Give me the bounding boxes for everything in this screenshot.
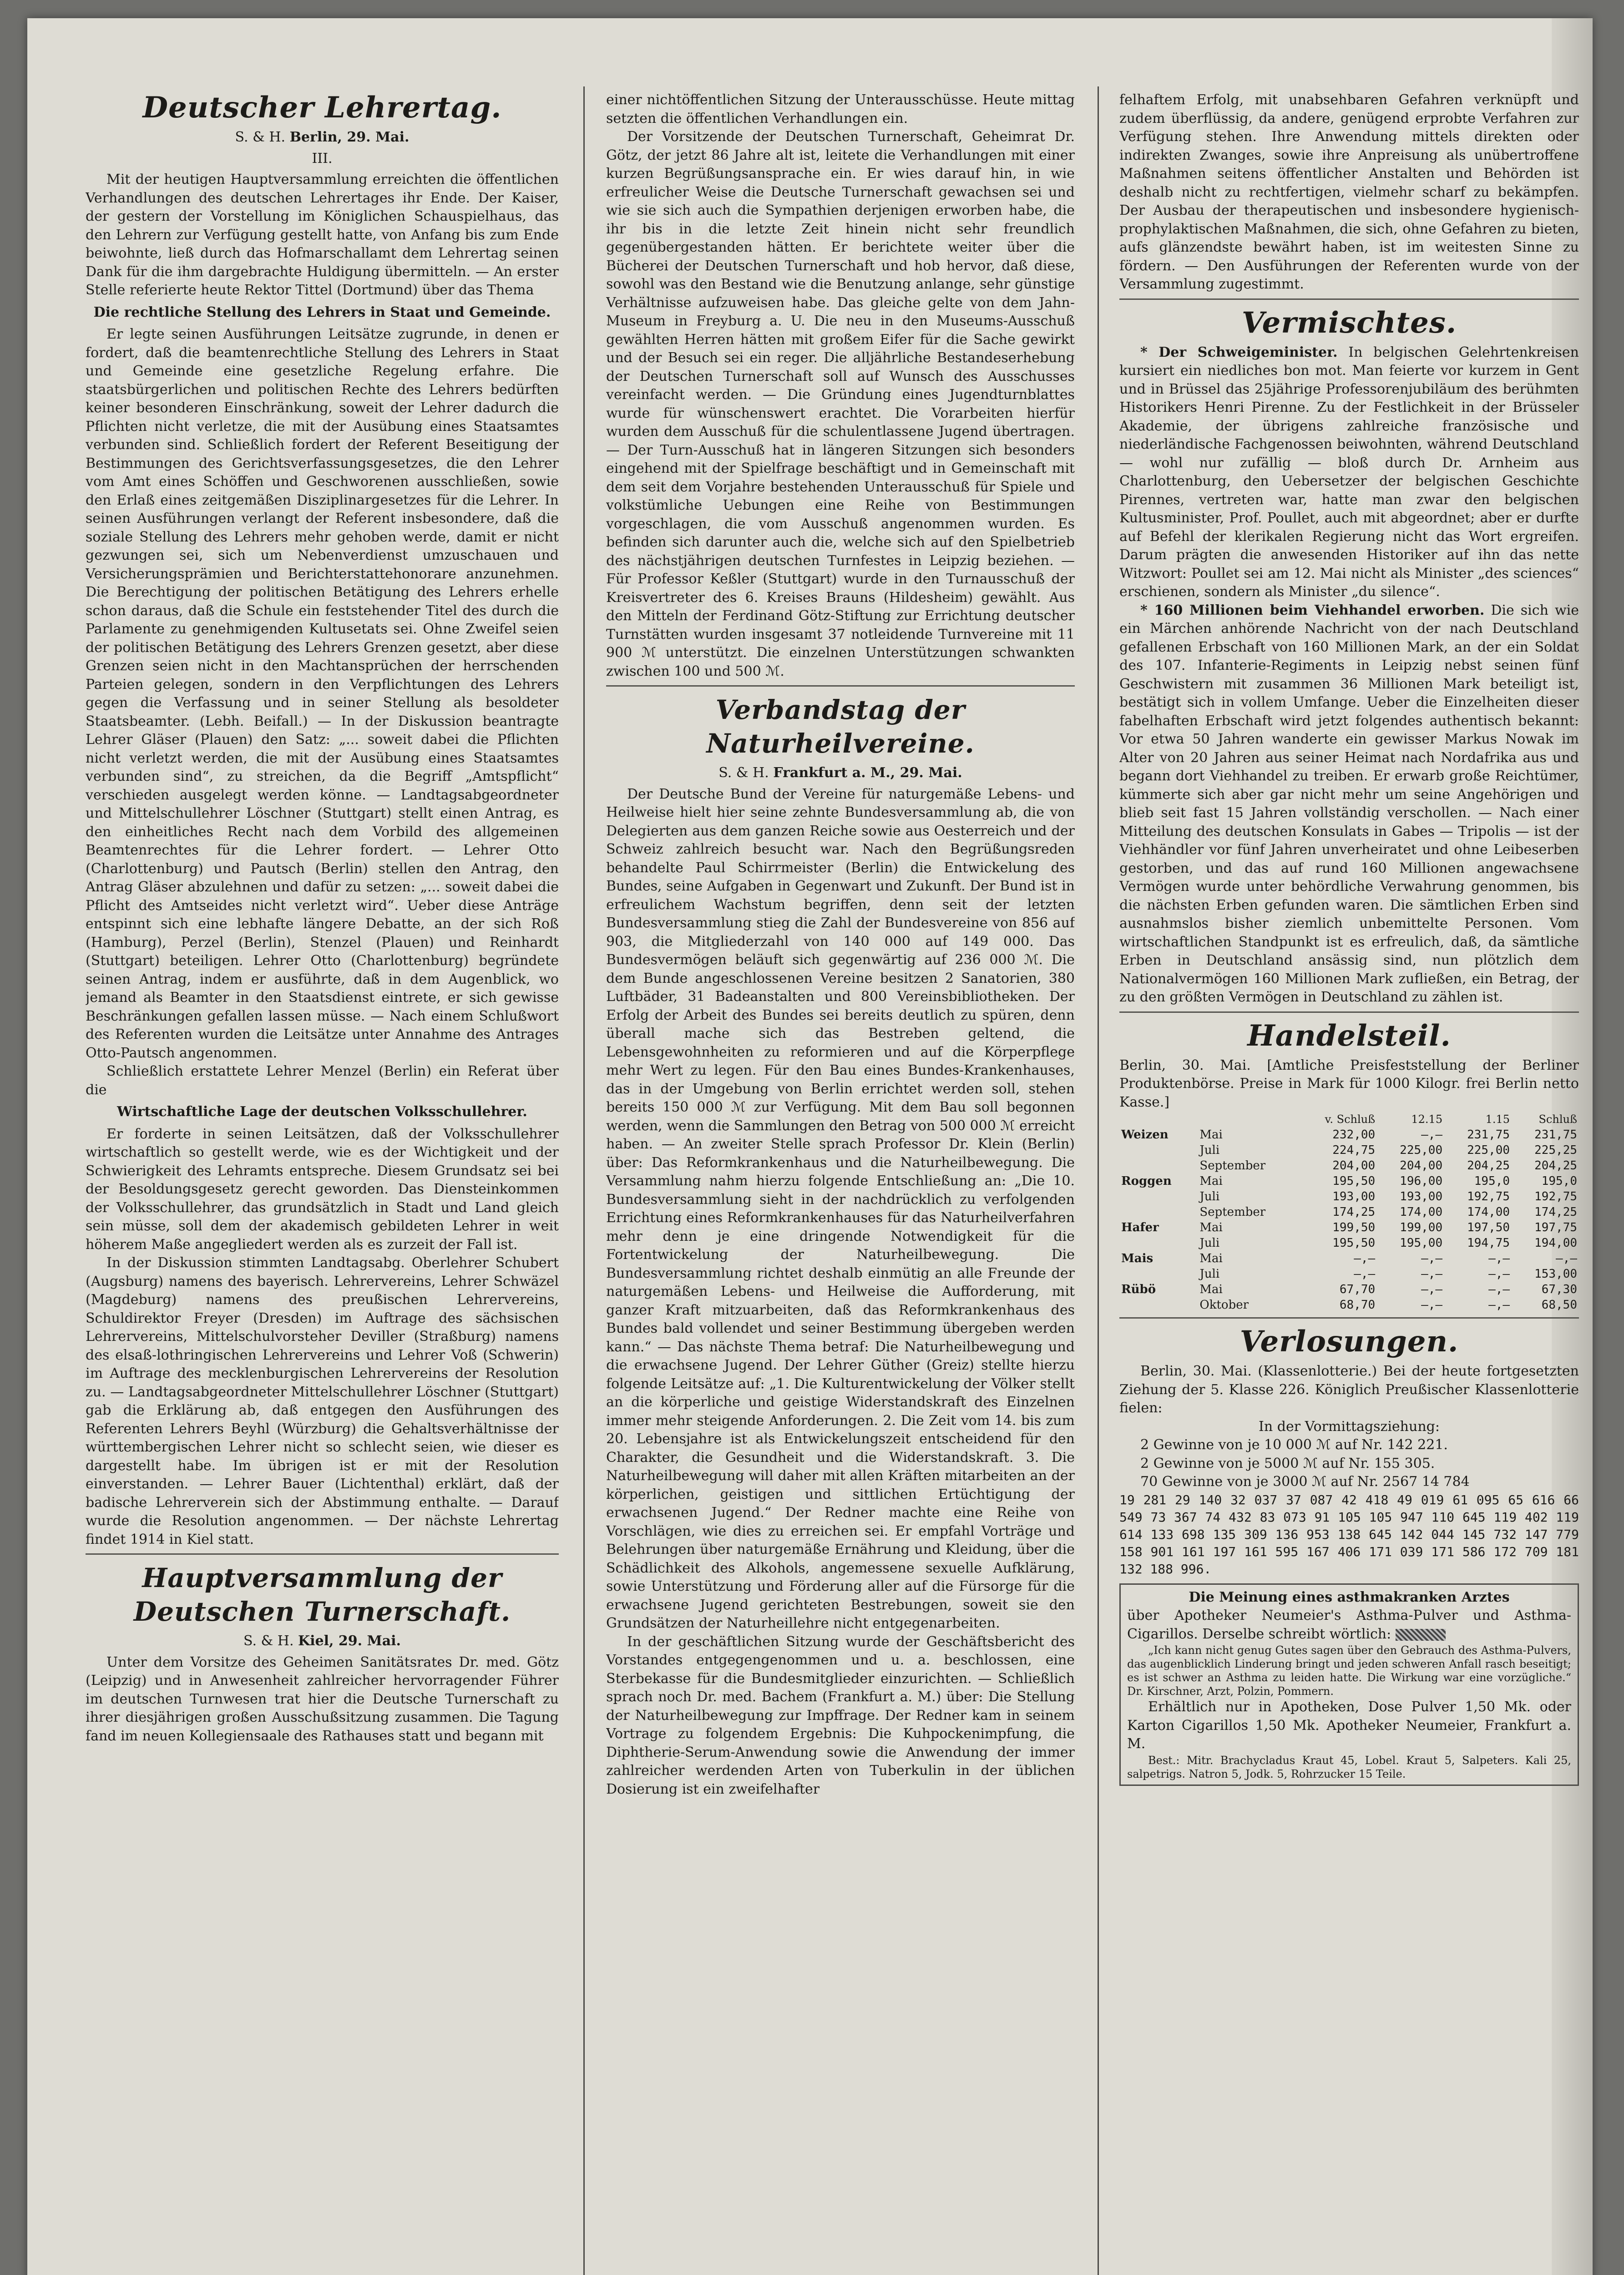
- price-column-header: v. Schluß: [1325, 1113, 1376, 1126]
- column-1: [86, 91, 559, 2275]
- column-2: [606, 91, 1075, 2275]
- price-value: —,—: [1488, 1283, 1510, 1296]
- dateline-agency: S. & H.: [243, 1633, 294, 1649]
- price-column-header: 1.15: [1485, 1113, 1510, 1126]
- price-value: —,—: [1421, 1267, 1443, 1281]
- ad-sale: Erhältlich nur in Apotheken, Dose Pulver 1,50 Mk. oder Karton Cigarillos 1,50 Mk. Apotheker Neumeier, Frankfurt a. M.: [1127, 1699, 1571, 1752]
- price-row: [1119, 1282, 1579, 1297]
- paragraph: felhaftem Erfolg, mit unabsehbaren Gefahren verknüpft und zudem überflüssig, da andere, genügend erprobte Verfahren zur Verfügung stehen. Ihre Anwendung mittels direkten oder indirekten Zwanges, sowie ihre Anpreisung als unübertroffene Maßnahmen seitens öffentlicher Anstalten und Behörden ist deshalb nicht zu rechtfertigen, vielmehr scharf zu bekämpfen. Der Ausbau der therapeutischen und insbesondere hygienisch-prophylaktischen Maßnahmen, die sich, ohne Gefahren zu bieten, aufs glänzendste bewährt haben, ist im weitesten Sinne zu fördern. — Den Ausführungen der Referenten wurde von der Versammlung zugestimmt.: [1119, 92, 1579, 292]
- news-item: [1119, 602, 1579, 1007]
- price-row: [1119, 1297, 1579, 1313]
- news-item-text: Die sich wie ein Märchen anhörende Nachricht von der nach Deutschland gefallenen Erbschaft von 160 Millionen Mark, an der ein Soldat des 107. Infanterie-Regiments in Leipzig nebst seinen fünf Geschwistern mit zusammen 36 Millionen Mark beteiligt ist, bestätigt sich in vollem Umfange. Ueber die Einzelheiten dieser fabelhaften Erbschaft wird jetzt folgendes authentisch bekannt: Vor etwa 50 Jahren wanderte ein gewisser Markus Nowak im Alter von 20 Jahren aus seiner Heimat nach Nordafrika aus und begann dort Viehhandel zu treiben. Er erwarb große Reichtümer, kümmerte sich aber gar nicht mehr um seine Angehörigen und blieb seit fast 15 Jahren vollständig verschollen. — Nach einer Mitteilung des deutschen Konsulats in Gabes — Tripolis — ist der Viehhändler vor fünf Jahren unverheiratet und ohne Leibeserben gestorben, und das auf rund 160 Millionen angewachsene Vermögen wurde unter behördliche Verwahrung genommen, bis die nächsten Erben gefunden waren. Die sämtlichen Erben sind ausnahmslos bisher ziemlich unbemittelte Personen. Vom wirtschaftlichen Standpunkt ist es erfreulich, daß, da sämtliche Erben in Deutschland ansässig sind, nun plötzlich dem Nationalvermögen 160 Millionen Mark zufließen, ein Betrag, der zu den größten Vermögen in Deutschland zu zählen ist.: [1119, 602, 1579, 1005]
- price-value: 225,25: [1534, 1143, 1577, 1157]
- price-column-header: 12.15: [1411, 1113, 1443, 1126]
- commodity-name: [1119, 1189, 1198, 1204]
- dateline-place: Frankfurt a. M., 29. Mai.: [773, 765, 962, 781]
- price-value: 194,00: [1534, 1236, 1577, 1250]
- price-row: [1119, 1235, 1579, 1251]
- price-value: —,—: [1421, 1298, 1443, 1312]
- price-row: [1119, 1143, 1579, 1158]
- price-header-blank: [1119, 1112, 1299, 1127]
- section-title-vermischtes: Vermischtes.: [1241, 305, 1457, 340]
- price-value: 68,50: [1541, 1298, 1577, 1312]
- price-value: 204,00: [1332, 1159, 1376, 1173]
- price-value: 192,75: [1467, 1190, 1510, 1203]
- article-title-turnerschaft: Hauptversammlung der Deutschen Turnerschaft.: [133, 1562, 511, 1627]
- price-value: —,—: [1354, 1252, 1376, 1265]
- price-value: 67,30: [1541, 1283, 1577, 1296]
- paragraph: Er legte seinen Ausführungen Leitsätze zugrunde, in denen er fordert, daß die beamtenrechtliche Stellung des Lehrers in Staat und Gemeinde eine gesetzliche Regelung erfahre. Die staatsbürgerlichen und politischen Rechte des Lehrers bedürften keiner besonderen Einschränkung, soweit der Lehrer dadurch die Pflichten nicht verletze, die mit der Ausübung eines Staatsamtes verbunden sind. Schließlich fordert der Referent Beseitigung der Bestimmungen des Gerichtsverfassungsgesetzes, die den Lehrer vom Amt eines Schöffen und Geschworenen ausschließen, sowie den Erlaß eines zeitgemäßen Disziplinargesetzes für die Lehrer. In seinen Ausführungen verlangt der Referent insbesondere, daß die soziale Stellung des Lehrers mehr gehoben werde, damit er nicht gezwungen sei, sich um Nebenverdienst umzuschauen und Versicherungsprämien und Berichterstattehonorare anzunehmen. Die Berechtigung der politischen Betätigung des Lehrers erhelle schon daraus, daß die Schule ein feststehender Titel des durch die Parlamente zu genehmigenden Kultusetats sei. Ohne Zweifel seien der politischen Betätigung des Lehrers Grenzen gesetzt, aber diese Grenzen seien nicht in den Machtansprüchen der herrschenden Parteien gelegen, sondern in den Verpflichtungen des Lehrers gegen die Verfassung und in seiner Stellung als besoldeter Staatsbeamter. (Lebh. Beifall.) — In der Diskussion beantragte Lehrer Gläser (Plauen) den Satz: „... soweit dabei die Pflichten nicht verletzt werden, die mit der Ausübung eines Staatsamtes verbunden sind“, zu streichen, da die Begriff „Amtspflicht“ verschieden ausgelegt werden könne. — Landtagsabgeordneter und Mittelschullehrer Löschner (Stuttgart) stellt einen Antrag, es den einheitliches Recht nach dem Vorbild des allgemeinen Beamtenrechtes für die Lehrer fordert. — Lehrer Otto (Charlottenburg) und Pautsch (Berlin) stellen den Antrag, den Antrag Gläser abzulehnen und dafür zu setzen: „... soweit dabei die Pflicht des Amtseides nicht verletzt wird“. Ueber diese Anträge entspinnt sich eine lebhafte längere Debatte, an der sich Roß (Hamburg), Perzel (Berlin), Stenzel (Plauen) und Reinhardt (Stuttgart) beteiligen. Lehrer Otto (Charlottenburg) begründete seinen Antrag, indem er ausführte, daß in dem Augenblick, wo jemand als Beamter in den Staatsdienst eintrete, er sich gewisse Beschränkungen gefallen lassen müsse. — Nach einem Schlußwort des Referenten wurden die Leitsätze unter Annahme des Antrages Otto-Pautsch angenommen.: [86, 326, 559, 1061]
- price-table-header: [1119, 1112, 1579, 1127]
- news-item-text: In belgischen Gelehrtenkreisen kursiert ein niedliches bon mot. Man feierte vor kurzem in Gent und in Brüssel das 25jährige Professorenjubiläum des berühmten Historikers Henri Pirenne. Zu der Festlichkeit in der Brüsseler Akademie, der übrigens zahlreiche französische und niederländische Fachgenossen beiwohnten, während Deutschland — wohl nur zufällig — bloß durch Dr. Arnheim aus Charlottenburg, den Uebersetzer der belgischen Geschichte Pirennes, vertreten war, hatte man zwar den belgischen Kultusminister, Prof. Poullet, auch mit abgeordnet; aber er durfte auf Befehl der klerikalen Regierung nicht das Wort ergreifen. Darum prägten die anwesenden Historiker auf ihn das nette Witzwort: Poullet sei am 12. Mai nicht als Minister „des sciences“ erschienen, sondern als Minister „du silence“.: [1119, 344, 1579, 600]
- column-rule-1: [583, 86, 585, 2275]
- ad-fine-print: Best.: Mitr. Brachycladus Kraut 45, Lobel. Kraut 5, Salpeters. Kali 25, salpetrigs. Natron 5, Jodk. 5, Rohrzucker 15 Teile.: [1127, 1754, 1571, 1780]
- commodity-name: Hafer: [1121, 1221, 1159, 1234]
- price-value: —,—: [1421, 1128, 1443, 1142]
- paragraph: Er forderte in seinen Leitsätzen, daß der Volksschullehrer wirtschaftlich so gestellt werde, wie es der Wichtigkeit und der Schwierigkeit des Lehramts entspreche. Diesem Grundsatz sei bei der Besoldungsgesetz gerecht geworden. Das Diensteinkommen der Volksschullehrer, das grundsätzlich in Stadt und Land gleich sein müsse, soll dem der akademisch gebildeten Lehrer in weit höherem Maße angegliedert werden als es zurzeit der Fall ist.: [86, 1126, 559, 1253]
- news-item: [1119, 344, 1579, 602]
- subheading-rechtliche-stellung: Die rechtliche Stellung des Lehrers in Staat und Gemeinde.: [93, 304, 551, 320]
- section-divider: [1119, 1011, 1579, 1013]
- price-row: [1119, 1251, 1579, 1266]
- delivery-term: September: [1199, 1159, 1266, 1173]
- price-value: 195,50: [1332, 1174, 1376, 1188]
- price-row: [1119, 1173, 1579, 1189]
- price-value: 204,00: [1400, 1159, 1443, 1173]
- price-value: 195,0: [1474, 1174, 1510, 1188]
- price-value: 192,75: [1534, 1190, 1577, 1203]
- price-value: —,—: [1421, 1252, 1443, 1265]
- price-value: 153,00: [1534, 1267, 1577, 1281]
- subheading-wirtschaftliche-lage: Wirtschaftliche Lage der deutschen Volksschullehrer.: [117, 1104, 527, 1120]
- paragraph: Der Vorsitzende der Deutschen Turnerschaft, Geheimrat Dr. Götz, der jetzt 86 Jahre alt ist, leitete die Verhandlungen mit einer kurzen Begrüßungsansprache ein. Er wies darauf hin, in wie erfreulicher Weise die Deutsche Turnerschaft gewachsen sei und wie sie sich auch die Sympathien derjenigen erworben habe, die ihr bis in die letzte Zeit hinein nicht sehr freundlich gegenübergestanden hätten. Er berichtete weiter über die Bücherei der Deutschen Turnerschaft und hob hervor, daß diese, sowohl was den Bestand wie die Benutzung anlange, sehr günstige Verhältnisse aufzuweisen habe. Das gleiche gelte von dem Jahn-Museum in Freyburg a. U. Die neu in den Museums-Ausschuß gewählten Herren hätten mit großem Eifer für die Sache gewirkt und der Besuch sei ein reger. Die alljährliche Bestandeserhebung der Deutschen Turnerschaft soll auf Wunsch des Ausschusses vereinfacht werden. — Die Gründung eines Jugendturnblattes wurde für wünschenswert erachtet. Die Vorarbeiten hierfür wurden dem Ausschuß für die schulentlassene Jugend übertragen. — Der Turn-Ausschuß hat in längeren Sitzungen sich besonders eingehend mit der Spielfrage beschäftigt und in Gemeinschaft mit dem seit dem Vorjahre bestehenden Unterausschuß für Spiele und volkstümliche Uebungen eine Reihe von Bestimmungen vorgeschlagen, die vom Ausschuß angenommen wurden. Es befinden sich darunter auch die, welche sich auf den Spielbetrieb des nächstjährigen deutschen Turnfestes in Leipzig beziehen. — Für Professor Keßler (Stuttgart) wurde in den Turnausschuß der Kreisvertreter des 6. Kreises Brauns (Hildesheim) gewählt. Aus den Mitteln der Ferdinand Götz-Stiftung zur Errichtung deutscher Turnstätten wurden insgesamt 37 notleidende Turnvereine mit 11 900 ℳ unterstützt. Die einzelnen Unterstützungen schwankten zwischen 100 und 500 ℳ.: [606, 129, 1075, 679]
- market-intro: Berlin, 30. Mai. [Amtliche Preisfeststellung der Berliner Produktenbörse. Preise in Mark für 1000 Kilogr. frei Berlin netto Kasse.]: [1119, 1057, 1579, 1110]
- dateline-lehrertag: [86, 128, 559, 147]
- price-value: 67,70: [1339, 1283, 1376, 1296]
- delivery-term: Juli: [1199, 1236, 1220, 1250]
- price-value: 197,75: [1534, 1221, 1577, 1234]
- ad-intro-text: über Apotheker Neumeier's Asthma-Pulver und Asthma-Cigarillos. Derselbe schreibt wörtlich:: [1127, 1608, 1571, 1642]
- price-row: [1119, 1158, 1579, 1173]
- lottery-line: 2 Gewinne von je 5000 ℳ auf Nr. 155 305.: [1140, 1455, 1435, 1471]
- price-value: 204,25: [1467, 1159, 1510, 1173]
- price-value: —,—: [1421, 1283, 1443, 1296]
- dateline-turnerschaft: [86, 1632, 559, 1651]
- dateline-naturheilvereine: [606, 764, 1075, 783]
- price-value: 225,00: [1467, 1143, 1510, 1157]
- commodity-name: Weizen: [1121, 1128, 1169, 1142]
- commodity-name: [1119, 1235, 1198, 1251]
- delivery-term: Juli: [1199, 1190, 1220, 1203]
- price-value: 174,00: [1400, 1205, 1443, 1219]
- dateline-agency: S. & H.: [235, 129, 286, 145]
- ad-signature-stamp-icon: [1396, 1629, 1446, 1641]
- ad-intro: [1127, 1607, 1571, 1643]
- ad-title: Die Meinung eines asthmakranken Arztes: [1189, 1589, 1510, 1605]
- commodity-name: [1119, 1158, 1198, 1173]
- price-value: —,—: [1488, 1298, 1510, 1312]
- dateline-place: Kiel, 29. Mai.: [298, 1633, 401, 1649]
- section-title-verlosungen: Verlosungen.: [1240, 1325, 1459, 1359]
- price-value: 193,00: [1332, 1190, 1376, 1203]
- commodity-name: [1119, 1204, 1198, 1220]
- delivery-term: Mai: [1199, 1221, 1223, 1234]
- price-value: 224,75: [1332, 1143, 1376, 1157]
- price-value: —,—: [1556, 1252, 1577, 1265]
- price-row: [1119, 1189, 1579, 1204]
- price-value: 174,25: [1332, 1205, 1376, 1219]
- price-value: 232,00: [1332, 1128, 1376, 1142]
- section-divider: [1119, 298, 1579, 300]
- section-divider: [86, 1553, 559, 1555]
- lottery-line: 70 Gewinne von je 3000 ℳ auf Nr. 2567 14 784: [1140, 1474, 1470, 1490]
- lottery-numbers: 19 281 29 140 32 037 37 087 42 418 49 019 61 095 65 616 66 549 73 367 74 432 83 073 91 105 105 947 110 645 119 402 119 614 133 698 135 309 136 953 138 645 142 044 145 732 147 779 158 901 161 197 161 595 167 406 171 039 171 586 172 709 181 132 188 996.: [1119, 1492, 1579, 1577]
- commodity-name: [1119, 1143, 1198, 1158]
- price-value: 174,00: [1467, 1205, 1510, 1219]
- paragraph: Schließlich erstattete Lehrer Menzel (Berlin) ein Referat über die: [86, 1063, 559, 1098]
- price-value: 231,75: [1467, 1128, 1510, 1142]
- delivery-term: September: [1199, 1205, 1266, 1219]
- commodity-name: Rübö: [1121, 1283, 1156, 1296]
- price-row: [1119, 1220, 1579, 1235]
- price-value: 231,75: [1534, 1128, 1577, 1142]
- price-value: 195,00: [1400, 1236, 1443, 1250]
- lottery-intro: Berlin, 30. Mai. (Klassenlotterie.) Bei der heute fortgesetzten Ziehung der 5. Klasse 226. Königlich Preußischer Klassenlotterie fielen:: [1119, 1363, 1579, 1416]
- commodity-name: Mais: [1121, 1252, 1153, 1265]
- price-value: —,—: [1354, 1267, 1376, 1281]
- price-row: [1119, 1127, 1579, 1143]
- section-divider: [1119, 1317, 1579, 1319]
- delivery-term: Mai: [1199, 1283, 1223, 1296]
- dateline-agency: S. & H.: [718, 765, 769, 781]
- section-title-handelsteil: Handelsteil.: [1247, 1018, 1451, 1053]
- newspaper-page: [27, 18, 1593, 2275]
- price-value: 225,00: [1400, 1143, 1443, 1157]
- price-value: 193,00: [1400, 1190, 1443, 1203]
- price-value: 197,50: [1467, 1221, 1510, 1234]
- advertisement-asthma: [1119, 1583, 1579, 1786]
- price-value: 199,50: [1332, 1221, 1376, 1234]
- commodity-name: [1119, 1266, 1198, 1282]
- column-rule-2: [1098, 86, 1099, 2275]
- dateline-place: Berlin, 29. Mai.: [289, 129, 410, 145]
- price-table: [1119, 1112, 1579, 1313]
- price-row: [1119, 1266, 1579, 1282]
- article-title-naturheilvereine: Verbandstag der Naturheilvereine.: [706, 694, 975, 759]
- price-value: —,—: [1488, 1267, 1510, 1281]
- paragraph: In der Diskussion stimmten Landtagsabg. Oberlehrer Schubert (Augsburg) namens des bayerisch. Lehrervereins, Lehrer Schwäzel (Magdeburg) namens des preußischen Lehrervereins, Schuldirektor Freyer (Dresden) im Auftrage des sächsischen Lehrervereins, Mittelschulvorsteher Deviller (Straßburg) namens des elsaß-lothringischen Lehrervereins und Lehrer Voß (Schwerin) im Auftrage des mecklenburgischen Lehrervereins der Resolution zu. — Landtagsabgeordneter Mittelschullehrer Löschner (Stuttgart) gab die Erklärung ab, daß entgegen den Ausführungen des Referenten Lehrers Beyhl (Würzburg) die Gehaltsverhältnisse der württembergischen Lehrer nicht so schlecht seien, wie dieser es dargestellt habe. Im übrigen ist er mit der Resolution einverstanden. — Lehrer Bauer (Lichtenthal) erklärt, daß der badische Lehrerverein sich der Abstimmung enthalte. — Darauf wurde die Resolution angenommen. — Der nächste Lehrertag findet 1914 in Kiel statt.: [86, 1255, 559, 1547]
- delivery-term: Mai: [1199, 1128, 1223, 1142]
- news-item-lead: * Der Schweigeminister.: [1140, 344, 1338, 360]
- paragraph: Mit der heutigen Hauptversammlung erreichten die öffentlichen Verhandlungen des deutschen Lehrertages ihr Ende. Der Kaiser, der gestern der Vorstellung im Königlichen Schauspielhaus, das den Lehrern zur Verfügung gestellt hatte, von Anfang bis zum Ende beiwohnte, ließ durch das Hofmarschallamt dem Lehrertag seinen Dank für die ihm dargebrachte Huldigung übermitteln. — An erster Stelle referierte heute Rektor Tittel (Dortmund) über das Thema: [86, 172, 559, 298]
- price-value: —,—: [1488, 1252, 1510, 1265]
- price-value: 196,00: [1400, 1174, 1443, 1188]
- commodity-name: Roggen: [1121, 1174, 1172, 1188]
- news-item-lead: * 160 Millionen beim Viehhandel erworben.: [1140, 602, 1485, 618]
- delivery-term: Juli: [1199, 1267, 1220, 1281]
- column-3: [1119, 91, 1579, 2275]
- paragraph: Der Deutsche Bund der Vereine für naturgemäße Lebens- und Heilweise hielt hier seine zehnte Bundesversammlung ab, die von Delegierten aus dem ganzen Reiche sowie aus Oesterreich und der Schweiz zahlreich besucht war. Nach den Begrüßungsreden behandelte Paul Schirrmeister (Berlin) die Entwickelung des Bundes, seine Aufgaben in Gegenwart und Zukunft. Der Bund ist in erfreulichem Wachstum begriffen, denn seit der letzten Bundesversammlung stieg die Zahl der Bundesvereine von 856 auf 903, die Mitgliederzahl von 140 000 auf 149 000. Das Bundesvermögen beläuft sich gegenwärtig auf 236 000 ℳ. Die dem Bunde angeschlossenen Vereine besitzen 2 Sanatorien, 380 Luftbäder, 31 Badeanstalten und 800 Vereinsbibliotheken. Der Erfolg der Arbeit des Bundes sei bereits deutlich zu spüren, denn überall mache sich das Bestreben geltend, die Lebensgewohnheiten zu reformieren und auf die Körperpflege mehr Wert zu legen. Für den Bau eines Bundes-Krankenhauses, das in der Umgebung von Berlin errichtet werden soll, stehen bereits 150 000 ℳ zur Verfügung. Mit dem Bau soll begonnen werden, wenn die Sammlungen den Betrag von 500 000 ℳ erreicht haben. — An zweiter Stelle sprach Professor Dr. Klein (Berlin) über: Das Reformkrankenhaus und die Naturheilbewegung. Die Versammlung nahm hierzu folgende Entschließung an: „Die 10. Bundesversammlung sieht in der nachdrücklich zu verfolgenden Errichtung eines Reformkrankenhauses für das Naturheilverfahren mehr denn je eine dringende Notwendigkeit für die Fortentwickelung der Naturheilbewegung. Die Bundesversammlung richtet deshalb einmütig an alle Freunde der naturgemäßen Lebens- und Heilweise die Aufforderung, mit ganzer Kraft mitzuarbeiten, daß das Reformkrankenhaus des Bundes bald vollendet und seiner Bestimmung übergeben werden kann.“ — Das nächste Thema betraf: Die Naturheilbewegung und die erwachsene Jugend. Der Lehrer Güther (Greiz) stellte hierzu folgende Leitsätze auf: „1. Die Kulturentwickelung der Völker stellt an die körperliche und geistige Widerstandskraft des Einzelnen immer mehr steigende Anforderungen. 2. Die Zeit vom 14. bis zum 20. Lebensjahre ist als Entwickelungszeit entscheidend für den Charakter, die Gesundheit und die Widerstandskraft. 3. Die Naturheilbewegung will daher mit allen Kräften mitarbeiten an der körperlichen, geistigen und sittlichen Ertüchtigung der erwachsenen Jugend.“ Der Redner machte eine Reihe von Vorschlägen, wie dies zu erreichen sei. Er empfahl Vorträge und Belehrungen über naturgemäße Ernährung und Kleidung, über die Schädlichkeit des Alkohols, angemessene sexuelle Aufklärung, sowie Unterstützung und Förderung aller auf die Fürsorge für die erwachsene Jugend gerichteten Bestrebungen, soweit sie den Grundsätzen der Naturheillehre nicht entgegenarbeiten.: [606, 786, 1075, 1631]
- price-value: 195,50: [1332, 1236, 1376, 1250]
- price-value: 195,0: [1541, 1174, 1577, 1188]
- price-row: [1119, 1204, 1579, 1220]
- price-value: 199,00: [1400, 1221, 1443, 1234]
- paragraph: In der geschäftlichen Sitzung wurde der Geschäftsbericht des Vorstandes entgegengenommen und u. a. beschlossen, eine Sterbekasse für die Bundesmitglieder einzurichten. — Schließlich sprach noch Dr. med. Bachem (Frankfurt a. M.) über: Die Stellung der Naturheilbewegung zur Impffrage. Der Redner kam in seinem Vortrage zu folgendem Ergebnis: Die Kuhpockenimpfung, die Diphtherie-Serum-Anwendung sowie die Anwendung der immer zahlreicher werdenden Arten von Tuberkulin in der üblichen Dosierung ist ein zweifelhafter: [606, 1633, 1075, 1797]
- price-value: 204,25: [1534, 1159, 1577, 1173]
- delivery-term: Juli: [1199, 1143, 1220, 1157]
- article-part-number: III.: [312, 150, 333, 167]
- section-divider: [606, 685, 1075, 687]
- lottery-session: In der Vormittagsziehung:: [1259, 1418, 1440, 1435]
- price-value: 68,70: [1339, 1298, 1376, 1312]
- paragraph: Unter dem Vorsitze des Geheimen Sanitätsrates Dr. med. Götz (Leipzig) und in Anwesenheit zahlreicher hervorragender Führer im deutschen Turnwesen trat hier die Deutsche Turnerschaft zu ihrer diesjährigen großen Ausschußsitzung zusammen. Die Tagung fand im neuen Kollegiensaale des Rathauses statt und begann mit: [86, 1654, 559, 1744]
- lottery-line: 2 Gewinne von je 10 000 ℳ auf Nr. 142 221.: [1140, 1437, 1448, 1453]
- price-value: 194,75: [1467, 1236, 1510, 1250]
- ad-quote: „Ich kann nicht genug Gutes sagen über den Gebrauch des Asthma-Pulvers, das augenblicklich Linderung bringt und jeden schweren Anfall rasch beseitigt; es ist schwer an Asthma zu leiden hatte. Die Wirkung war eine vorzügliche.“ Dr. Kirschner, Arzt, Polzin, Pommern.: [1127, 1644, 1571, 1698]
- delivery-term: Mai: [1199, 1252, 1223, 1265]
- price-column-header: Schluß: [1538, 1113, 1577, 1126]
- delivery-term: Oktober: [1199, 1298, 1249, 1312]
- delivery-term: Mai: [1199, 1174, 1223, 1188]
- commodity-name: [1119, 1297, 1198, 1313]
- article-title-lehrertag: Deutscher Lehrertag.: [142, 91, 502, 125]
- price-value: 174,25: [1534, 1205, 1577, 1219]
- paragraph: einer nichtöffentlichen Sitzung der Unterausschüsse. Heute mittag setzten die öffentlichen Verhandlungen ein.: [606, 92, 1075, 126]
